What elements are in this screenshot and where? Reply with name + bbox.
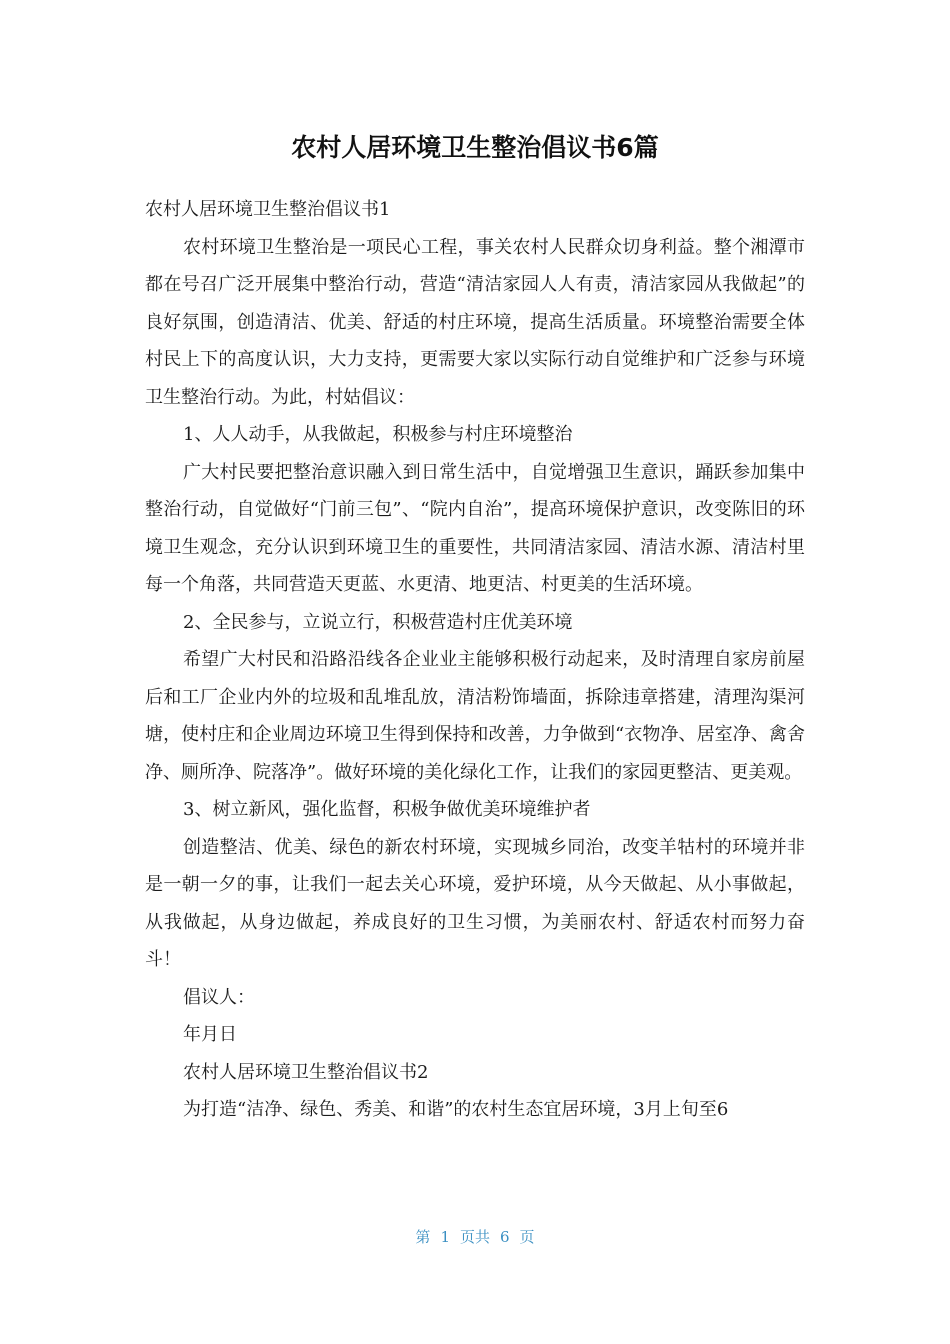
footer-page-label: 第	[415, 1228, 431, 1246]
page-footer	[0, 1226, 950, 1248]
signature-line: 倡议人：	[183, 986, 255, 1008]
footer-total-label: 页共	[459, 1228, 490, 1246]
paragraph-heading: 2、全民参与，立说立行，积极营造村庄优美环境	[183, 611, 573, 633]
paragraph: 为打造“洁净、绿色、秀美、和谐”的农村生态宜居环境，3月上旬至6	[183, 1099, 729, 1120]
paragraph-heading: 1、人人动手，从我做起，积极参与村庄环境整治	[183, 424, 573, 445]
footer-page-number: 1	[440, 1228, 450, 1246]
paragraph: 广大村民要把整治意识融入到日常生活中，自觉增强卫生意识，踊跃参加集中整治行动，自觉做好“门前三包”、“院内自治”，提高环境保护意识，改变陈旧的环境卫生观念，充分认识到环境卫生的重要性，共同清洁家园、清洁水源、清洁村里每一个角落，共同营造天更蓝、水更清、地更洁、村更美的生活环境。	[145, 461, 805, 595]
date-line: 年月日	[183, 1024, 237, 1045]
footer-total-pages: 6	[500, 1228, 510, 1246]
footer-page-suffix: 页	[519, 1228, 535, 1246]
paragraph: 农村人居环境卫生整治倡议书1	[145, 199, 391, 220]
paragraph-heading: 3、树立新风，强化监督，积极争做优美环境维护者	[183, 799, 591, 820]
paragraph: 希望广大村民和沿路沿线各企业业主能够积极行动起来，及时清理自家房前屋后和工厂企业内外的垃圾和乱堆乱放，清洁粉饰墙面，拆除违章搭建，清理沟渠河塘，使村庄和企业周边环境卫生得到保持和改善，力争做到“衣物净、居室净、禽舍净、厕所净、院落净”。做好环境的美化绿化工作，让我们的家园更整洁、更美观。	[145, 649, 805, 783]
paragraph: 农村环境卫生整治是一项民心工程，事关农村人民群众切身利益。整个湘潭市都在号召广泛开展集中整治行动，营造“清洁家园人人有责，清洁家园从我做起”的良好氛围，创造清洁、优美、舒适的村庄环境，提高生活质量。环境整治需要全体村民上下的高度认识，大力支持，更需要大家以实际行动自觉维护和广泛参与环境卫生整治行动。为此，村姑倡议：	[145, 236, 805, 408]
paragraph: 创造整洁、优美、绿色的新农村环境，实现城乡同治，改变羊牯村的环境并非是一朝一夕的事，让我们一起去关心环境，爱护环境，从今天做起、从小事做起，从我做起，从身边做起，养成良好的卫生习惯，为美丽农村、舒适农村而努力奋斗！	[145, 836, 805, 970]
document-title: 农村人居环境卫生整治倡议书6篇	[291, 133, 659, 162]
section-title: 农村人居环境卫生整治倡议书2	[183, 1061, 429, 1083]
document-body	[145, 191, 805, 1129]
